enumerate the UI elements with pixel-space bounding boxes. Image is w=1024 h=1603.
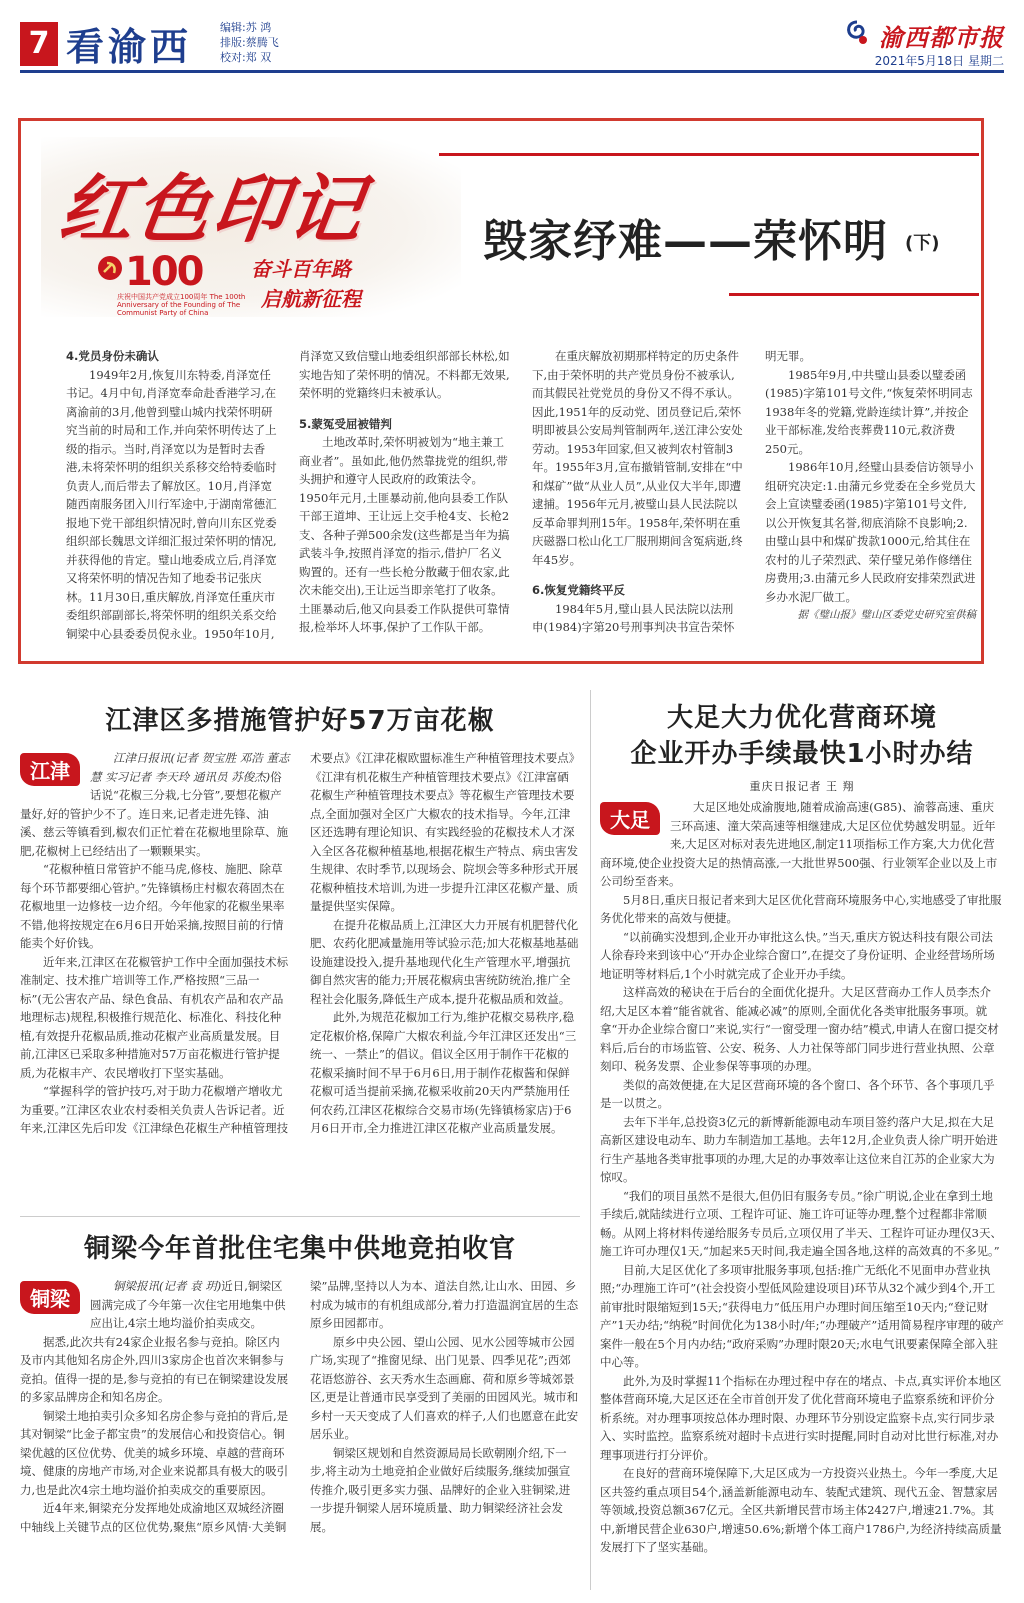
banner-rule-top: [439, 153, 979, 156]
paragraph: 在良好的营商环境保障下,大足区成为一方投资兴业热土。今年一季度,大足区共签约重点项目54个,涵盖新能源电动车、装配式建筑、现代五金、智慧家居等领域,投资总额367亿元。全区共新增民营市场主体2427户,增速21.7%。其中,新增民营企业630户,增速50.6%;新增个体工商户1786户,为经济持续高质量发展打下了坚实基础。: [600, 1466, 1002, 1554]
paragraph: 1986年10月,经璧山县委信访领导小组研究决定:1.由蒲元乡党委在全乡党员大会上宣读璧委函(1985)字第101号文件,以公开恢复其名誉,彻底消除不良影响;2.由璧山县中和煤矿拨款1000元,给其住在农村的儿子荣烈武、荣仔璧兄弟作修缮住房费用;3.由蒲元乡人民政府安排荣烈武进乡办水泥厂做工。: [765, 460, 976, 604]
feature-headline: 毁家纾难——荣怀明: [483, 216, 888, 267]
feature-headline-part: (下): [905, 233, 940, 254]
section-heading: 4.党员身份未确认: [66, 349, 159, 363]
byline: 重庆日报记者 王 翔: [749, 780, 855, 793]
source-credit: 据《璧山报》璧山区委党史研究室供稿: [797, 609, 976, 621]
issue-date: 2021年5月18日 星期二: [874, 54, 1004, 68]
editor-credits: [220, 20, 279, 65]
paragraph: 近年来,江津区在花椒管护工作中全面加强技术标准制定、技术推广培训等工作,严格按照“三品一标”(无公害农产品、绿色食品、有机农产品和农产品地理标志)规程,积极推行规范化、标准化、科技化种植,有效提升花椒品质,推动花椒产业高质量发展。目前,江津区已采取多种措施对57万亩花椒进行管护提质,为花椒丰产、农民增收打下坚实基础。: [20, 954, 289, 1080]
column-divider: [590, 690, 591, 1590]
page-number: 7: [20, 22, 58, 66]
article-title: [600, 700, 1004, 772]
page-header: [20, 14, 1004, 68]
slogan-line-2: 启航新征程: [261, 287, 361, 311]
banner-title: 红色印记: [54, 167, 371, 253]
editor-line: 编辑:苏 鸿: [220, 21, 272, 34]
paragraph: 据悉,此次共有24家企业报名参与竞拍。除区内及市内其他知名房企外,四川3家房企也首次来铜参与竞拍。值得一提的是,参与竞拍的有已在铜梁建设发展的多家品牌房企和知名房企。: [20, 1334, 289, 1404]
feature-body: [66, 347, 976, 647]
byline: 铜梁报讯(记者 袁 玥): [113, 1279, 222, 1293]
paragraph: 类似的高效便捷,在大足区营商环境的各个窗口、各个环节、各个事项几乎是一以贯之。: [600, 1077, 995, 1110]
article-title: 江津区多措施管护好57万亩花椒: [105, 706, 495, 736]
paragraph: 原乡中央公园、望山公园、见水公园等城市公园广场,实现了“推窗见绿、出门见景、四季见花”;西郊花语悠游谷、玄天秀水生态画廊、荷和原乡等城郊景区,更是让普通市民享受到了美丽的田园风光。城市和乡村一天天变成了人们喜欢的样子,人们也愿意在此安居乐业。: [310, 1334, 579, 1441]
article-dazu: [600, 700, 1004, 1603]
editor-line: 校对:郑 双: [220, 51, 272, 64]
district-tag: 铜梁: [20, 1281, 80, 1314]
article-title: 铜梁今年首批住宅集中供地竞拍收官: [83, 1234, 516, 1264]
paragraph: 铜梁区规划和自然资源局局长欧朝刚介绍,下一步,将主动为土地竞拍企业做好后续服务,继续加强宣传推介,吸引更多实力强、品牌好的企业入驻铜梁,进一步提升铜梁人居环境质量、助力铜梁经济社会发展。: [310, 1445, 571, 1534]
article-tongliang: [20, 1228, 580, 1603]
paragraph: “我们的项目虽然不是很大,但仍旧有服务专员。”徐广明说,企业在拿到土地手续后,就陆续进行立项、工程许可证、施工许可证等办理,整个过程都非常顺畅。从网上将材料传递给服务专员后,立项仅用了半天、工程许可证办理仅3天、施工许可办理仅1天,“加起来5天时间,我走遍全国各地,这样的高效真的不多见。”: [600, 1188, 1002, 1258]
paragraph: 近4年来,铜梁充分发挥地处成渝地区双城经济圈中轴线上关键节点的区位优势,聚焦“原乡风情·大美铜梁”品牌,坚持以人为本、道法自然,让山水、田园、乡村成为城市的有机组成部分,着力打造温润宜居的生态原乡田园都市。: [20, 1279, 579, 1534]
red-memory-feature: [18, 118, 984, 664]
slogan-line-1: 奋斗百年路: [251, 257, 351, 281]
paragraph: 此外,为及时掌握11个指标在办理过程中存在的堵点、卡点,真实评价本地区整体营商环境,大足区还在全市首创开发了优化营商环境电子监察系统和评价分析系统。对办理事项按总体办理时限、办理环节分别设定监察卡点,实行同步录入、实时监控。监察系统对超时卡点进行实时提醒,同时自动对比世行标准,对办理事项进行打分评价。: [600, 1373, 1002, 1462]
paragraph: 此外,为规范花椒加工行为,维护花椒交易秩序,稳定花椒价格,保障广大椒农利益,今年江津区还发出“三统一、一禁止”的倡议。倡议全区用于制作干花椒的花椒采摘时间不早于6月6日,用于制作花椒酱和保鲜花椒可适当提前采摘,花椒采收前20天内严禁施用任何农药,江津区花椒综合交易市场(先锋镇杨家店)于6月6日开市,全力推进江津区花椒产业高质量发展。: [310, 1010, 577, 1135]
paragraph: 在重庆解放初期那样特定的历史条件下,由于荣怀明的共产党员身份不被承认,而其假民社党党员的身份又不得不承认。因此,1951年的反动党、团员登记后,荣怀明即被县公安局判管制两年,送江津公安处劳动。1953年回家,但又被判农村管制3年。1955年3月,宣布撤销管制,安排在“中和煤矿”做“从业人员”,从业仅大半年,即遭逮捕。1956年元月,被璧山县人民法院以反革命罪判刑15年。1958年,荣怀明在重庆磁器口松山化工厂服刑期间含冤病逝,终年45岁。: [532, 349, 743, 567]
district-tag: 大足: [600, 802, 660, 835]
title-line: 企业开办手续最快1小时办结: [630, 739, 974, 769]
article-body: [20, 1277, 580, 1603]
paragraph: 去年下半年,总投资3亿元的新博新能源电动车项目签约落户大足,拟在大足高新区建设电动车、助力车制造加工基地。去年12月,企业负责人徐广明开始进行生产基地各类审批事项的办理,大足的办事效率让这位来自江苏的企业家大为惊叹。: [600, 1114, 998, 1184]
anniversary-number: 100: [125, 249, 203, 295]
paragraph: 1984年5月,璧山县人民法院以法刑申(1984)字第20号刑事判决书宣告荣怀明无罪。: [532, 349, 811, 634]
paragraph: 1949年2月,恢复川东特委,肖泽宽任书记。4月中旬,肖泽宽奉命赴香港学习,在离渝前的3月,他曾到璧山城内找荣怀明研究当前的时局和工作,并向荣怀明传达了上级的指示。当时,肖泽宽以为是暂时去香港,未将荣怀明的组织关系移交给特委临时负责人,而后带去了解放区。10月,肖泽宽随西南服务团入川行军途中,于湖南常德汇报地下党干部组织情况时,曾向川东区党委组织部长魏思文详细汇报过荣怀明的情况,并获得他的肯定。璧山地委成立后,肖泽宽又将荣怀明的情况告知了地委书记张庆林。11月30日,重庆解放,肖泽宽任重庆市委组织部副部长,将荣怀明的组织关系交给铜梁中心县委委员倪永业。1950年10月,肖泽宽又致信璧山地委组织部部长林松,如实地告知了荣怀明的情况。不料都无效果,荣怀明的党籍终归未被承认。: [66, 349, 510, 641]
paragraph: 这样高效的秘诀在于后台的全面优化提升。大足区营商办工作人员李杰介绍,大足区本着“能省就省、能减必减”的原则,全面优化各类审批服务事项。就拿“开办企业综合窗口”来说,实行“一窗受理一窗办结”模式,申请人在窗口提交材料后,后台的市场监管、公安、税务、人力社保等部门同步进行营业执照、公章刻印、税务发票、企业参保等事项的办理。: [600, 985, 999, 1073]
paragraph: 铜梁土地拍卖引众多知名房企参与竞拍的背后,是其对铜梁“比金子都宝贵”的发展信心和投资信心。铜梁优越的区位优势、优美的城乡环境、卓越的营商环境、健康的房地产市场,对企业来说都具有极大的吸引力,也是此次4宗土地均溢价拍卖成交的重要原因。: [20, 1408, 289, 1497]
banner-rule-bottom: [729, 293, 979, 296]
paragraph: 俗话说“花椒三分栽,七分管”,要想花椒产量好,好的管护少不了。连日来,记者走进先锋、油溪、慈云等镇看到,椒农们正忙着在花椒地里除草、施肥,花椒树上已经结出了一颗颗果实。: [20, 769, 289, 858]
logo-swirl-icon: [844, 20, 870, 46]
paragraph: 5月8日,重庆日报记者来到大足区优化营商环境服务中心,实地感受了审批服务优化带来的高效与便捷。: [600, 892, 1002, 925]
party-emblem-icon: [97, 255, 123, 281]
paragraph: “以前确实没想到,企业开办审批这么快。”当天,重庆方锐达科技有限公司法人徐春玲来到该中心“开办企业综合窗口”,在提交了身份证明、企业经营场所场地证明等材料后,1个小时就完成了企业开办手续。: [600, 929, 995, 981]
paragraph: “掌握科学的管护技巧,对于助力花椒增产增收尤为重要。”江津区农业农村委相关负责人告诉记者。近年来,江津区先后印发《江津绿色花椒生产种植管理技术要点》《江津花椒欧盟标准生产种植管理技术要点》《江津有机花椒生产种植管理技术要点》《江津富硒花椒生产种植管理技术要点》等花椒生产管理技术要点,全面加强对全区广大椒农的技术指导。今年,江津区还选聘有理论知识、有实践经验的花椒技术人才深入全区各花椒种植基地,根据花椒生产特点、病虫害发生规律、农时季节,以现场会、院坝会等多种形式开展花椒种植技术培训,为进一步提升江津区花椒产量、质量提供坚实保障。: [20, 751, 579, 1135]
article-body: [20, 749, 580, 1209]
district-tag: 江津: [20, 753, 80, 786]
section-title: 看渝西: [66, 24, 193, 69]
byline: 江津日报讯(记者 贺宝胜 邓浩 董志慧 实习记者 李天玲 通讯员 苏俊杰): [90, 751, 290, 784]
article-divider: [20, 1216, 580, 1217]
article-jiangjin: [20, 700, 580, 1209]
section-heading: 6.恢复党籍终平反: [532, 583, 625, 597]
paragraph: 土地改革时,荣怀明被划为“地主兼工商业者”。虽如此,他仍然靠拢党的组织,带头拥护和遵守人民政府的政策法令。1950年元月,土匪暴动前,他向县委工作队干部王道坤、王让远上交手枪4支、长枪2支、各种子弹500余发(这些都是当年为搞武装斗争,按照肖泽宽的指示,借护厂名义购置的。还有一些长枪分散藏于佃农家,此次未能交出),王让远当即亲笔打了收条。土匪暴动后,他又向县委工作队提供可靠情报,检举坏人坏事,保护了工作队干部。: [299, 435, 510, 634]
newspaper-logo: [844, 18, 1004, 52]
paragraph: 1985年9月,中共璧山县委以璧委函(1985)字第101号文件,“恢复荣怀明同志1938年冬的党籍,党龄连续计算”,并按企业干部标准,发给丧葬费110元,救济费250元。: [765, 367, 973, 456]
paragraph: 在提升花椒品质上,江津区大力开展有机肥替代化肥、农药化肥减量施用等试验示范;加大花椒基地基础设施建设投入,提升基地现代化生产管理水平,增强抗御自然灾害的能力;开展花椒病虫害统防统治,推广全程社会化服务,降低生产成本,提升花椒品质和效益。: [310, 917, 579, 1006]
feature-banner: [21, 121, 985, 326]
paragraph: “花椒种植日常管护不能马虎,修枝、施肥、除草每个环节都要细心管护。”先锋镇杨庄村椒农蒋固杰在花椒地里一边修枝一边介绍。今年他家的花椒坐果率不错,他将按规定在6月6日开始采摘,按照目前的行情能卖个好价钱。: [20, 862, 285, 950]
anniversary-caption: 庆祝中国共产党成立100周年 The 100th Anniversary of the Founding of The Communist Party of China: [117, 293, 246, 317]
header-rule: [20, 70, 1004, 73]
article-body: [600, 798, 1004, 1603]
paragraph: 目前,大足区优化了多项审批服务事项,包括:推广无纸化不见面申办营业执照;“办理施工许可”(社会投资小型低风险建设项目)环节从32个减少到4个,开工前审批时限缩短到15天;“获得电力”低压用户办理时间压缩至10天内;“登记财产”1天办结;“纳税”时间优化为138小时/年;“办理破产”适用简易程序审理的破产案件一般在5个月内办结;“政府采购”办理时限20天;水电气讯要素保障全部入驻中心等。: [600, 1262, 1004, 1369]
editor-line: 排版:蔡腾飞: [220, 36, 279, 49]
section-heading: 5.蒙冤受屈被错判: [299, 416, 392, 431]
paragraph: 近日,铜梁区圆满完成了今年第一次住宅用地集中供应出让,4宗土地均溢价拍卖成交。: [90, 1279, 286, 1330]
logo-text: 渝西都市报: [879, 23, 1004, 52]
paragraph: 大足区地处成渝腹地,随着成渝高速(G85)、渝蓉高速、重庆三环高速、潼大荣高速等相继建成,大足区位优势越发明显。近年来,大足区对标对表先进地区,制定11项指标工作方案,大力优化营商环境,使企业投资大足的热情高涨,一大批世界500强、行业领军企业以及上市公司纷至沓来。: [600, 800, 998, 888]
title-line: 大足大力优化营商环境: [666, 703, 937, 733]
